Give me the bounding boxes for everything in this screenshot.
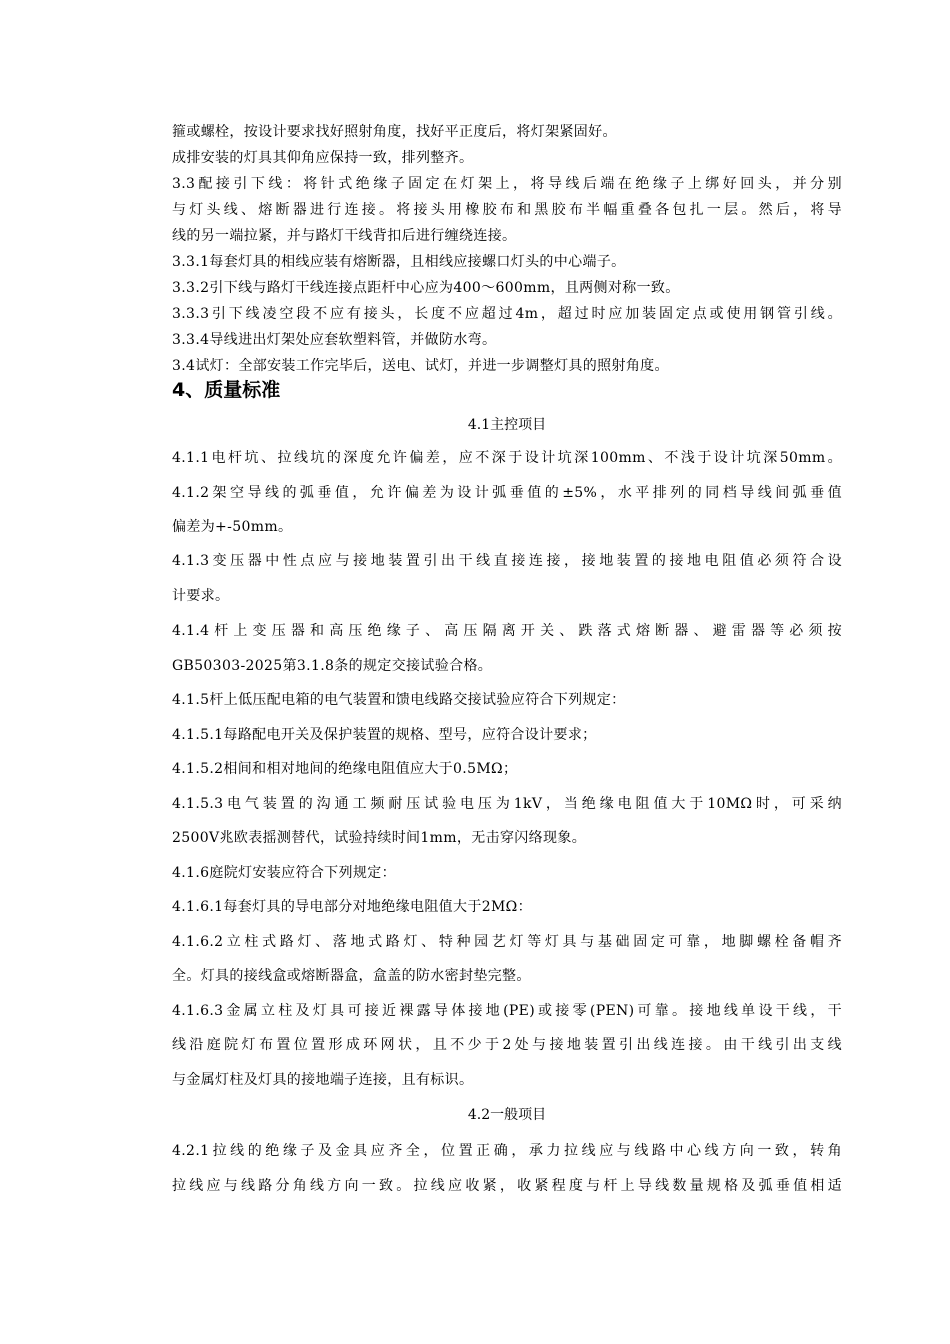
text-line: 与金属灯柱及灯具的接地端子连接，且有标识。 (172, 1072, 474, 1088)
text-line: 4.1.6.3金属立柱及灯具可接近裸露导体接地(PE)或接零(PEN)可靠。接地线单设干线，干 (172, 1003, 842, 1019)
text-line: 3.3配接引下线：将针式绝缘子固定在灯架上，将导线后端在绝缘子上绑好回头，并分别 (172, 176, 842, 192)
text-line: 与灯头线、熔断器进行连接。将接头用橡胶布和黑胶布半幅重叠各包扎一层。然后，将导 (172, 202, 842, 218)
text-line: 4.1.6庭院灯安装应符合下列规定： (172, 865, 396, 881)
text-line: 4.1.2架空导线的弧垂值，允许偏差为设计弧垂值的±5%，水平排列的同档导线间弧垂值 (172, 485, 842, 501)
subsection-title: 4.1主控项目 (467, 417, 547, 433)
text-line: 3.4试灯：全部安装工作完毕后，送电、试灯，并进一步调整灯具的照射角度。 (172, 358, 669, 374)
subsection-title: 4.2一般项目 (467, 1107, 547, 1123)
text-line: GB50303-2025第3.1.8条的规定交接试验合格。 (172, 658, 493, 674)
text-line: 拉线应与线路分角线方向一致。拉线应收紧，收紧程度与杆上导线数量规格及弧垂值相适 (172, 1178, 842, 1194)
text-line: 4.1.4杆上变压器和高压绝缘子、高压隔离开关、跌落式熔断器、避雷器等必须按 (172, 623, 842, 639)
text-line: 4.1.5.1每路配电开关及保护装置的规格、型号，应符合设计要求； (172, 727, 597, 743)
text-line: 4.1.6.1每套灯具的导电部分对地绝缘电阻值大于2MΩ： (172, 899, 532, 915)
text-line: 全。灯具的接线盒或熔断器盒，盒盖的防水密封垫完整。 (172, 968, 531, 984)
text-line: 箍或螺栓，按设计要求找好照射角度，找好平正度后，将灯架紧固好。 (172, 124, 617, 140)
text-line: 3.3.4导线进出灯架处应套软塑料管，并做防水弯。 (172, 332, 497, 348)
text-line: 4.1.5.2相间和相对地间的绝缘电阻值应大于0.5MΩ； (172, 761, 518, 777)
text-line: 4.1.6.2立柱式路灯、落地式路灯、特种园艺灯等灯具与基础固定可靠，地脚螺栓备帽齐 (172, 934, 842, 950)
text-line: 计要求。 (172, 588, 230, 604)
text-line: 4.1.1电杆坑、拉线坑的深度允许偏差，应不深于设计坑深100mm、不浅于设计坑深50mm。 (172, 450, 842, 466)
text-line: 线沿庭院灯布置位置形成环网状，且不少于2处与接地装置引出线连接。由干线引出支线 (172, 1037, 842, 1053)
text-line: 偏差为+-50mm。 (172, 519, 293, 535)
text-line: 4.1.5.3电气装置的沟通工频耐压试验电压为1kV，当绝缘电阻值大于10MΩ时，可采纳 (172, 796, 842, 812)
text-line: 2500V兆欧表摇测替代，试验持续时间1mm，无击穿闪络现象。 (172, 830, 587, 846)
text-line: 线的另一端拉紧，并与路灯干线背扣后进行缠绕连接。 (172, 228, 517, 244)
text-line: 4.1.5杆上低压配电箱的电气装置和馈电线路交接试验应符合下列规定： (172, 692, 626, 708)
text-line: 3.3.1每套灯具的相线应装有熔断器，且相线应接螺口灯头的中心端子。 (172, 254, 626, 270)
text-line: 3.3.2引下线与路灯干线连接点距杆中心应为400～600mm，且两侧对称一致。 (172, 280, 680, 296)
text-line: 3.3.3引下线凌空段不应有接头，长度不应超过4m，超过时应加装固定点或使用钢管引线。 (172, 306, 842, 322)
text-line: 4.1.3变压器中性点应与接地装置引出干线直接连接，接地装置的接地电阻值必须符合设 (172, 553, 842, 569)
text-line: 4.2.1拉线的绝缘子及金具应齐全，位置正确，承力拉线应与线路中心线方向一致，转角 (172, 1143, 842, 1159)
section-heading: 4、质量标准 (172, 379, 281, 401)
text-line: 成排安装的灯具其仰角应保持一致，排列整齐。 (172, 150, 474, 166)
